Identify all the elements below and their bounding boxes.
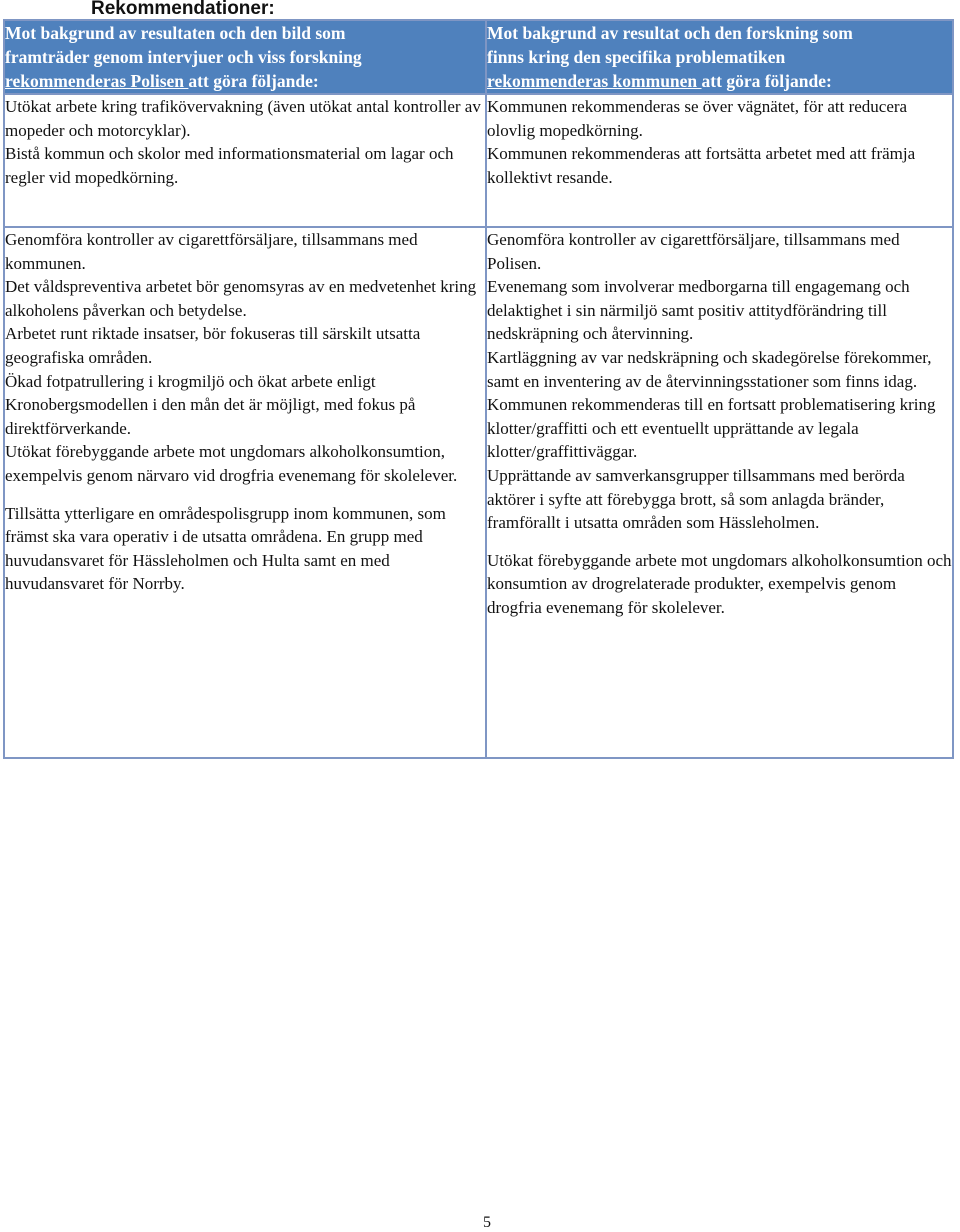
municipality-header-line-1: Mot bakgrund av resultat och den forskning som: [487, 23, 853, 43]
municipality-recommendation: Kommunen rekommenderas att fortsätta arbetet med att främja kollektivt resande.: [487, 144, 916, 187]
police-recommendation: Ökad fotpatrullering i krogmiljö och ökat arbete enligt Kronobergsmodellen i den mån det är möjligt, med fokus på direktförverkande.: [5, 371, 416, 438]
municipality-recommendation: Evenemang som involverar medborgarna till engagemang och delaktighet i sin närmiljö samt positiv attitydförändring till nedskräpning och återvinning.: [487, 277, 910, 344]
police-prevention-cell: [4, 227, 486, 758]
recommendations-table: [3, 19, 954, 759]
police-header-line-1: Mot bakgrund av resultaten och den bild som: [5, 23, 346, 43]
police-recommendation: Det våldspreventiva arbetet bör genomsyras av en medvetenhet kring alkoholens påverkan och betydelse.: [5, 277, 477, 320]
police-recommendation: Utökat arbete kring trafikövervakning (även utökat antal kontroller av mopeder och motorcyklar).: [5, 97, 481, 140]
municipality-column-header: [486, 20, 953, 94]
police-recommendation: Arbetet runt riktade insatser, bör fokuseras till särskilt utsatta geografiska områden.: [5, 324, 421, 367]
page-heading: Rekommendationer:: [91, 0, 275, 19]
municipality-prevention-cell: [486, 227, 953, 758]
police-header-line-2: framträder genom intervjuer och viss forskning: [5, 47, 362, 67]
municipality-traffic-cell: [486, 94, 953, 227]
police-header-tail: att göra följande:: [188, 71, 319, 91]
police-header-underlined: rekommenderas Polisen: [5, 71, 189, 91]
police-column-header: [4, 20, 486, 94]
municipality-recommendation: Kommunen rekommenderas se över vägnätet, för att reducera olovlig mopedkörning.: [487, 97, 908, 140]
police-recommendation: Genomföra kontroller av cigarettförsäljare, tillsammans med kommunen.: [5, 230, 418, 273]
police-recommendation: Utökat förebyggande arbete mot ungdomars alkoholkonsumtion, exempelvis genom närvaro vid drogfria evenemang för skolelever.: [5, 442, 458, 485]
municipality-recommendation: Genomföra kontroller av cigarettförsäljare, tillsammans med Polisen.: [487, 230, 900, 273]
prevention-row: [4, 227, 953, 758]
municipality-recommendation: Upprättande av samverkansgrupper tillsammans med berörda aktörer i syfte att förebygga brott, så som anlagda bränder, framförallt i utsatta områden som Hässleholmen.: [487, 465, 905, 533]
municipality-header-line-2: finns kring den specifika problematiken: [487, 47, 786, 67]
police-recommendation: Tillsätta ytterligare en områdespolisgrupp inom kommunen, som främst ska vara operativ i de utsatta områdena. En grupp med huvudansvaret för Hässleholmen och Hulta samt en med huvudansvaret för Norrby.: [5, 503, 446, 594]
police-traffic-cell: [4, 94, 486, 227]
municipality-header-underlined: rekommenderas kommunen: [487, 71, 702, 91]
municipality-recommendation: Kommunen rekommenderas till en fortsatt problematisering kring klotter/graffitti och ett eventuellt upprättande av legala klotter/graffittiväggar.: [487, 395, 936, 462]
header-row: [4, 20, 953, 94]
municipality-recommendation: Kartläggning av var nedskräpning och skadegörelse förekommer, samt en inventering av de återvinningsstationer som finns idag.: [487, 347, 932, 391]
page-number: 5: [483, 1214, 491, 1231]
police-recommendation: Bistå kommun och skolor med informationsmaterial om lagar och regler vid mopedkörning.: [5, 144, 454, 187]
municipality-recommendation: Utökat förebyggande arbete mot ungdomars alkoholkonsumtion och konsumtion av drogrelaterade produkter, exempelvis genom drogfria evenemang för skolelever.: [487, 550, 952, 617]
municipality-header-tail: att göra följande:: [701, 71, 832, 91]
traffic-row: [4, 94, 953, 227]
